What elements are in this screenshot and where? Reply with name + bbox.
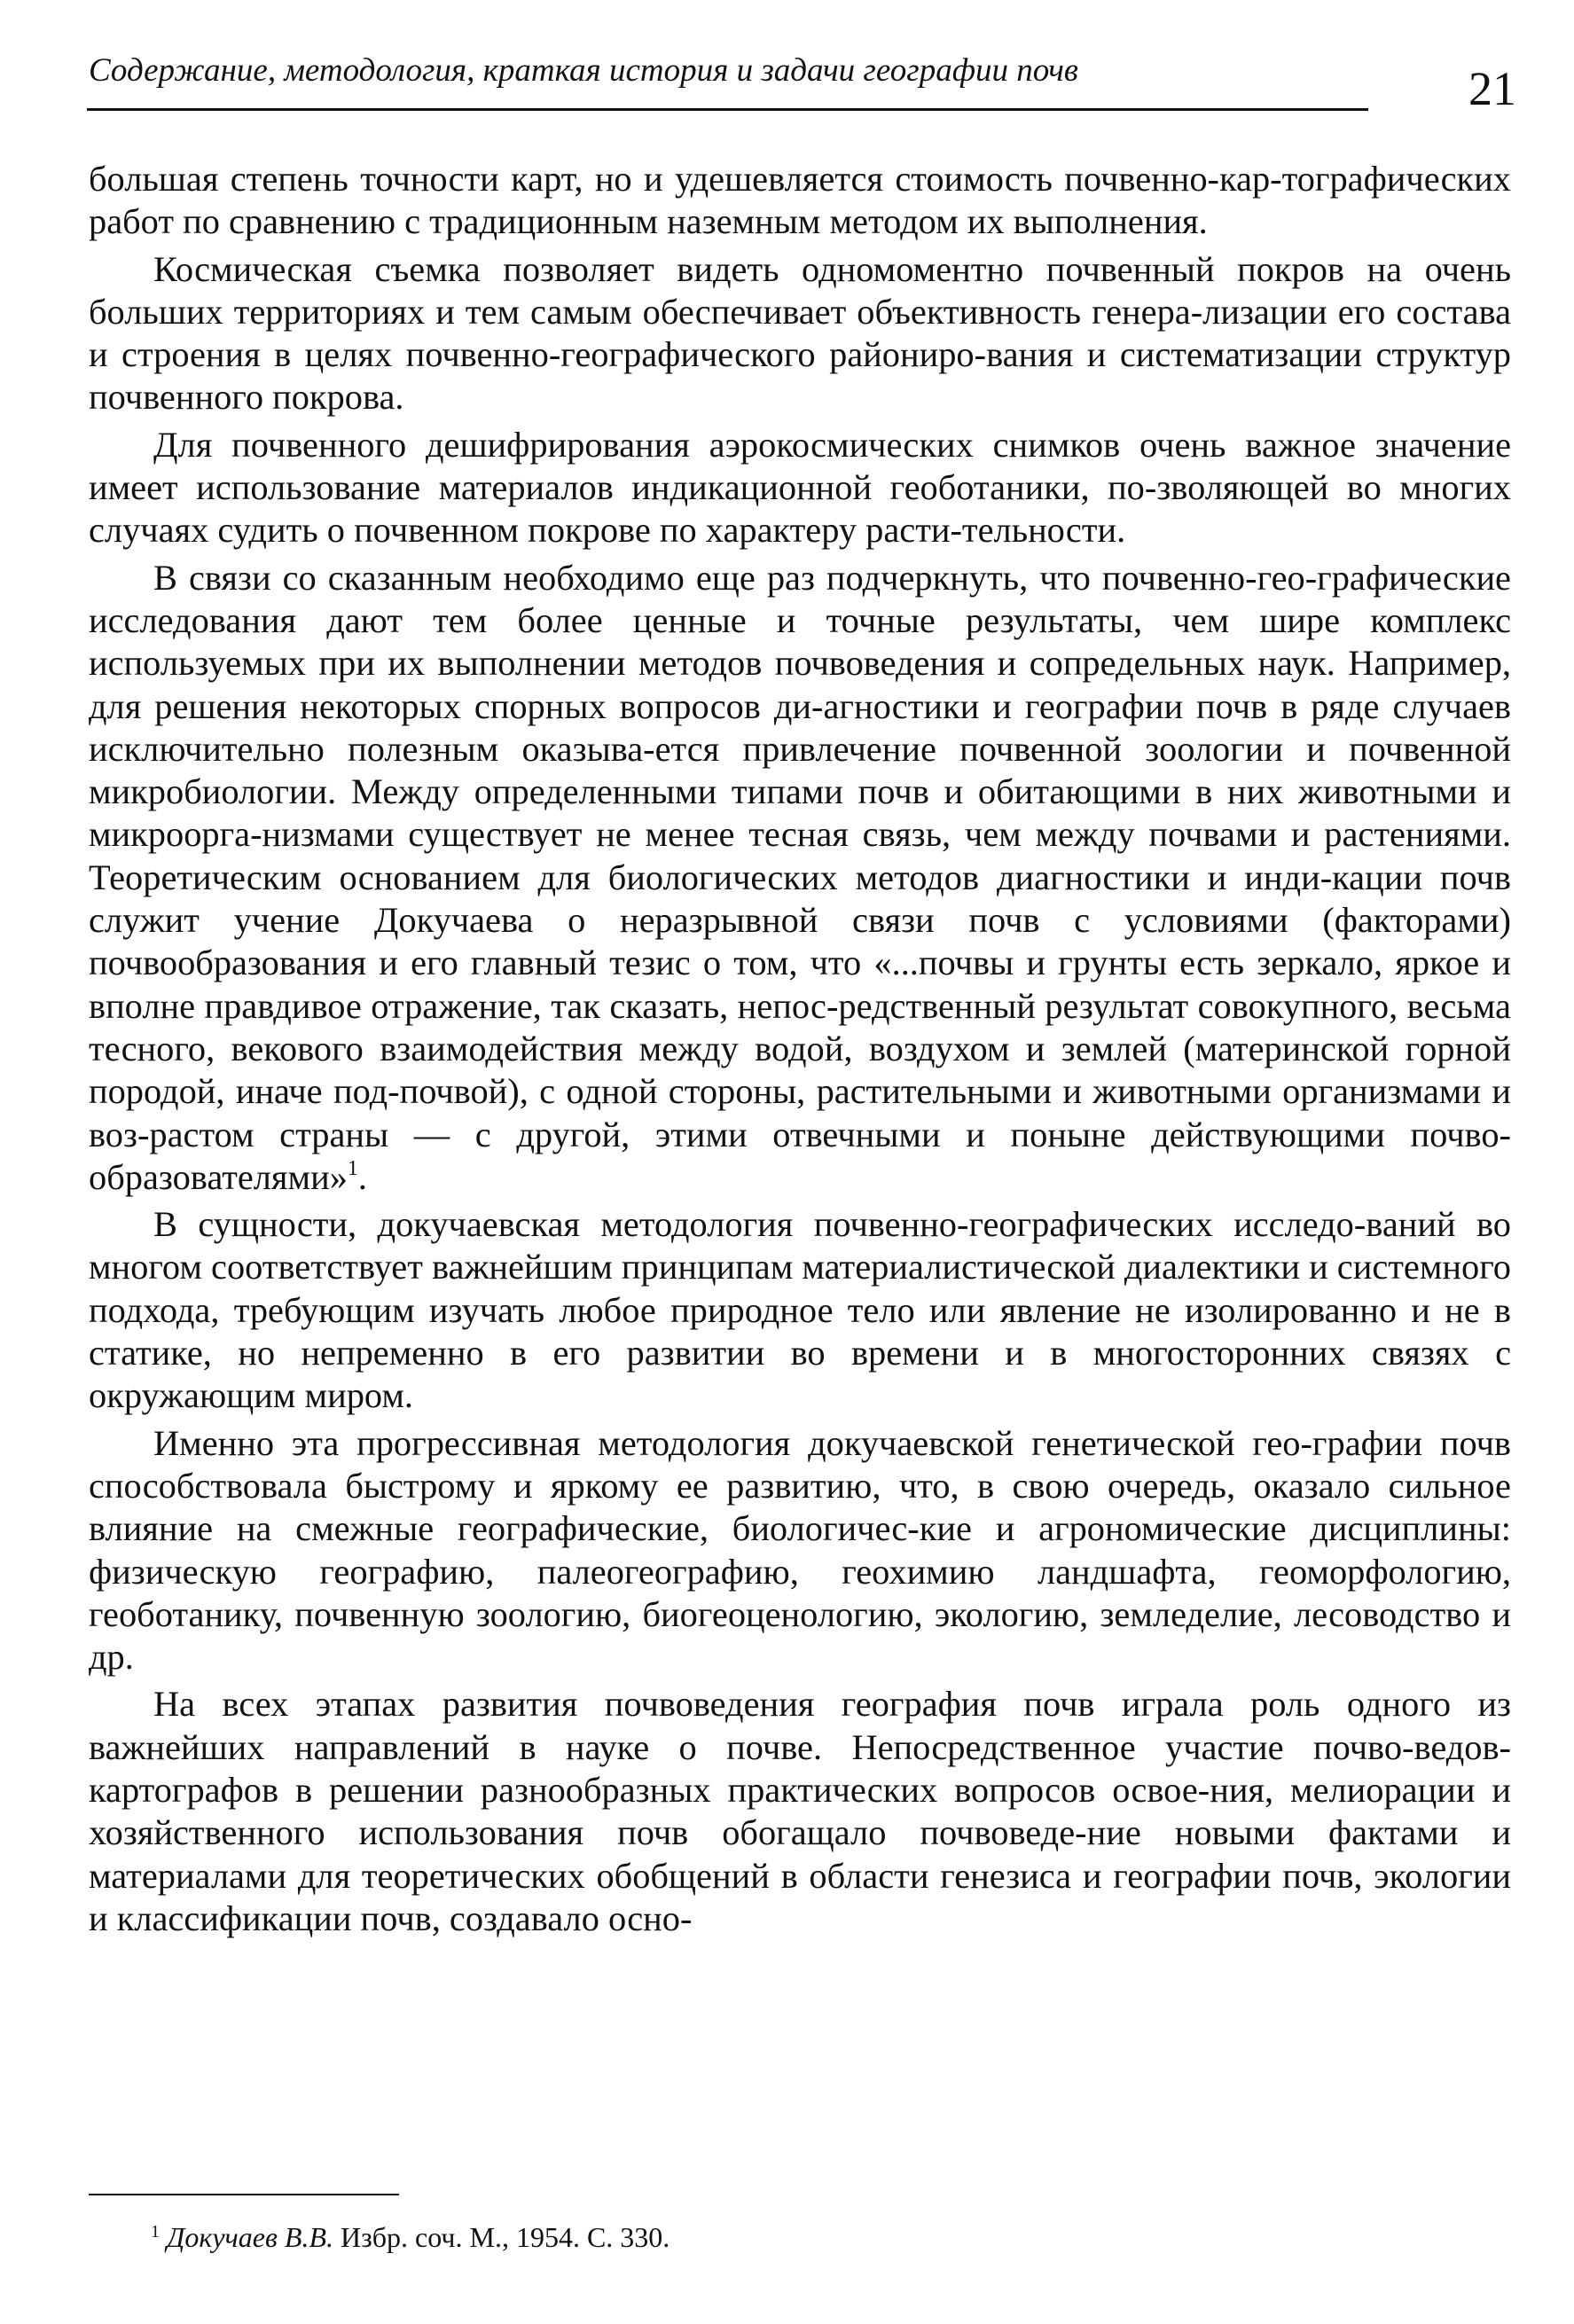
paragraph-text: В связи со сказанным необходимо еще раз подчеркнуть, что почвенно-гео-графические исследования дают тем более ценные и точные результаты, чем шире комплекс используемых при их выполнении методов почвоведения и сопредельных наук. Например, для решения некоторых спорных вопросов ди-агностики и географии почв в ряде случаев исключительно полезным оказыва-ется привлечение почвенной зоологии и почвенной микробиологии. Между определенными типами почв и обитающими в них животными и микроорга-низмами существует не менее тесная связь, чем между почвами и растениями. Теоретическим основанием для биологических методов диагностики и инди-кации почв служит учение Докучаева о неразрывной связи почв с условиями (факторами) почвообразования и его главный тезис о том, что «...почвы и грунты есть зеркало, яркое и вполне правдивое отражение, так сказать, непос-редственный результат совокупного, весьма тесного, векового взаимодействия между водой, воздухом и землей (материнской горной породой, иначе под-почвой), с одной стороны, растительными и животными организмами и воз-растом страны — с другой, этими отвечными и поныне действующими почво-образователями» [89,557,1511,1197]
paragraph-end-punctuation: . [357,1156,367,1197]
paragraph: Именно эта прогрессивная методология докучаевской генетической гео-графии почв способствовала быстрому и яркому ее развитию, что, в свою очередь, оказало сильное влияние на смежные географические, биологичес-кие и агрономические дисциплины: физическую географию, палеогеографию, геохимию ландшафта, геоморфологию, геоботанику, почвенную зоологию, биогеоценологию, экологию, земледелие, лесоводство и др. [89,1422,1511,1678]
paragraph: В сущности, докучаевская методология почвенно-географических исследо-ваний во многом соответствует важнейшим принципам материалистической диалектики и системного подхода, требующим изучать любое природное тело или явление не изолированно и не в статике, но непременно в его развитии во времени и в многосторонних связях с окружающим миром. [89,1204,1511,1416]
paragraph: Космическая съемка позволяет видеть одномоментно почвенный покров на очень больших территориях и тем самым обеспечивает объективность генера-лизации его состава и строения в целях почвенно-географического райониро-вания и систематизации структур почвенного покрова. [89,248,1511,418]
paragraph: Для почвенного дешифрирования аэрокосмических снимков очень важное значение имеет использование материалов индикационной геоботаники, по-зволяющей во многих случаях судить о почвенном покрове по характеру расти-тельности. [89,424,1511,551]
footnote-citation: Избр. соч. М., 1954. С. 330. [340,2221,670,2253]
footnote [151,2214,1392,2255]
footnote-rule [89,2194,399,2195]
footnote-marker: 1 [151,2222,160,2242]
page-number: 21 [1468,62,1516,115]
running-header: Содержание, методология, краткая история и задачи географии почв [89,52,1078,89]
paragraph: большая степень точности карт, но и удешевляется стоимость почвенно-кар-тографических работ по сравнению с традиционным наземным методом их выполнения. [89,159,1511,242]
footnote-author: Докучаев В.В. [167,2221,333,2253]
header-rule [87,108,1368,111]
paragraph: На всех этапах развития почвоведения география почв играла роль одного из важнейших направлений в науке о почве. Непосредственное участие почво-ведов-картографов в решении разнообразных практических вопросов освое-ния, мелиорации и хозяйственного использования почв обогащало почвоведе-ние новыми фактами и материалами для теоретических обобщений в области генезиса и географии почв, экологии и классификации почв, создавало осно- [89,1684,1511,1938]
paragraph-with-quote [89,557,1511,1199]
body-text [89,158,1511,1944]
footnote-reference[interactable]: 1 [347,1156,358,1180]
